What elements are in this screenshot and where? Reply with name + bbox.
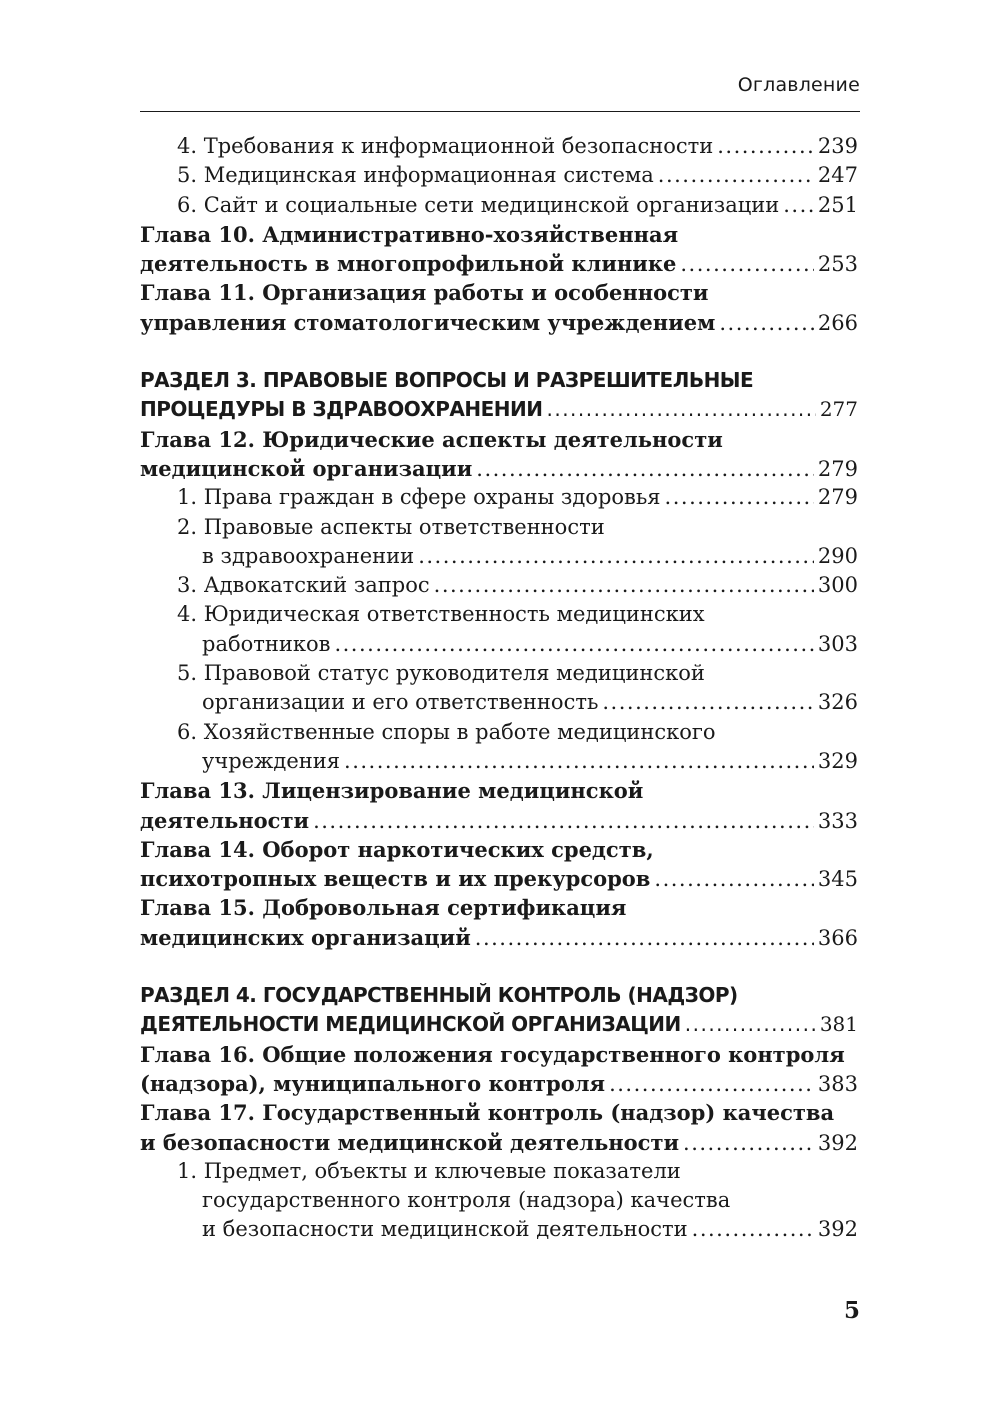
toc-entry-chapter-15[interactable] xyxy=(140,893,858,952)
entry-page: 333 xyxy=(817,808,858,833)
entry-page: 381 xyxy=(819,1012,858,1037)
entry-title-line: в здравоохранении xyxy=(202,543,415,568)
dot-leader xyxy=(475,924,814,952)
entry-title-line: и безопасности медицинской деятельности xyxy=(140,1129,680,1155)
toc-entry-head-legal-status[interactable] xyxy=(140,659,858,718)
entry-title-line: 2. Правовые аспекты ответственности xyxy=(177,514,605,539)
dot-leader xyxy=(719,309,814,337)
entry-page: 247 xyxy=(817,163,858,188)
entry-title-line: ДЕЯТЕЛЬНОСТИ МЕДИЦИНСКОЙ ОРГАНИЗАЦИИ xyxy=(140,1012,681,1037)
entry-title-line: Глава 15. Добровольная сертификация xyxy=(140,895,627,921)
section-gap xyxy=(140,337,858,366)
entry-page: 326 xyxy=(817,690,858,715)
header-rule xyxy=(140,111,860,112)
entry-page: 300 xyxy=(817,573,858,598)
entry-title-line: 5. Правовой статус руководителя медицинской xyxy=(177,661,705,686)
entry-page: 290 xyxy=(817,543,858,568)
dot-leader xyxy=(783,191,814,220)
entry-title-line: Глава 17. Государственный контроль (надзор) качества xyxy=(140,1100,835,1126)
entry-title: 1. Права граждан в сфере охраны здоровья xyxy=(177,485,661,510)
toc-entry-section-3[interactable] xyxy=(140,366,858,425)
running-header: Оглавление xyxy=(737,74,860,96)
entry-page: 279 xyxy=(817,456,858,481)
entry-page: 277 xyxy=(819,397,858,422)
entry-title-line: психотропных веществ и их прекурсоров xyxy=(140,866,651,892)
dot-leader xyxy=(692,1215,814,1244)
entry-title-line: работников xyxy=(202,631,331,656)
entry-title-line: организации и его ответственность xyxy=(202,690,599,715)
entry-title-line: РАЗДЕЛ 4. ГОСУДАРСТВЕННЫЙ КОНТРОЛЬ (НАДЗОР) xyxy=(140,983,738,1008)
toc-entry-medical-information-system[interactable] xyxy=(140,161,858,190)
entry-title-line: медицинских организаций xyxy=(140,924,471,950)
entry-title-line: (надзора), муниципального контроля xyxy=(140,1070,606,1096)
dot-leader xyxy=(313,807,814,835)
entry-title-line: Глава 16. Общие положения государственного контроля xyxy=(140,1041,845,1067)
entry-title-line: Глава 10. Административно-хозяйственная xyxy=(140,221,679,247)
dot-leader xyxy=(476,455,814,483)
entry-page: 329 xyxy=(817,748,858,773)
entry-title-line: 6. Хозяйственные споры в работе медицинского xyxy=(177,719,716,744)
toc-entry-chapter-16[interactable] xyxy=(140,1040,858,1099)
entry-title: 3. Адвокатский запрос xyxy=(177,573,430,598)
toc-entry-chapter-10[interactable] xyxy=(140,220,858,279)
entry-title-line: 4. Юридическая ответственность медицинских xyxy=(177,602,705,627)
dot-leader xyxy=(418,542,814,571)
entry-title: 4. Требования к информационной безопасности xyxy=(177,134,714,158)
dot-leader xyxy=(434,571,814,600)
entry-title-line: деятельность в многопрофильной клинике xyxy=(140,251,677,277)
entry-title-line: ПРОЦЕДУРЫ В ЗДРАВООХРАНЕНИИ xyxy=(140,397,543,422)
entry-title-line: и безопасности медицинской деятельности xyxy=(202,1217,688,1242)
toc-entry-website-social-networks[interactable] xyxy=(140,191,858,220)
entry-title-line: РАЗДЕЛ 3. ПРАВОВЫЕ ВОПРОСЫ И РАЗРЕШИТЕЛЬНЫЕ xyxy=(140,368,754,393)
toc-entry-legal-aspects-responsibility[interactable] xyxy=(140,513,858,572)
dot-leader xyxy=(344,747,814,776)
entry-title-line: медицинской организации xyxy=(140,455,473,481)
entry-page: 279 xyxy=(817,485,858,510)
toc-entry-chapter-11[interactable] xyxy=(140,278,858,337)
section-gap xyxy=(140,952,858,981)
toc-entry-citizens-rights[interactable] xyxy=(140,483,858,512)
dot-leader xyxy=(654,865,814,893)
dot-leader xyxy=(609,1070,814,1098)
dot-leader xyxy=(658,161,814,190)
entry-title-line: Глава 12. Юридические аспекты деятельности xyxy=(140,426,723,452)
table-of-contents xyxy=(140,132,858,1245)
entry-title-line: 1. Предмет, объекты и ключевые показатели xyxy=(177,1158,681,1183)
toc-entry-section-4[interactable] xyxy=(140,981,858,1040)
entry-title-line: деятельности xyxy=(140,807,310,833)
toc-entry-chapter-12[interactable] xyxy=(140,425,858,484)
toc-entry-chapter-13[interactable] xyxy=(140,776,858,835)
toc-entry-subject-objects-indicators[interactable] xyxy=(140,1157,858,1245)
dot-leader xyxy=(685,1010,816,1039)
entry-page: 392 xyxy=(817,1130,858,1155)
dot-leader xyxy=(717,132,814,161)
toc-entry-attorney-request[interactable] xyxy=(140,571,858,600)
entry-page: 366 xyxy=(817,925,858,950)
entry-title-line: государственного контроля (надзора) качества xyxy=(202,1188,731,1213)
entry-page: 239 xyxy=(817,134,858,158)
toc-entry-information-security[interactable] xyxy=(140,132,858,161)
entry-title-line: управления стоматологическим учреждением xyxy=(140,309,716,335)
dot-leader xyxy=(665,483,814,512)
entry-title-line: Глава 13. Лицензирование медицинской xyxy=(140,778,644,804)
dot-leader xyxy=(546,395,815,424)
entry-title-line: Глава 11. Организация работы и особенности xyxy=(140,280,709,306)
entry-page: 345 xyxy=(817,867,858,892)
dot-leader xyxy=(602,688,814,717)
toc-entry-chapter-17[interactable] xyxy=(140,1098,858,1157)
dot-leader xyxy=(683,1129,814,1157)
entry-title-line: учреждения xyxy=(202,748,341,773)
entry-title-line: Глава 14. Оборот наркотических средств, xyxy=(140,836,654,862)
dot-leader xyxy=(334,630,813,659)
toc-entry-chapter-14[interactable] xyxy=(140,835,858,894)
toc-entry-economic-disputes[interactable] xyxy=(140,718,858,777)
entry-page: 392 xyxy=(817,1217,858,1242)
toc-entry-legal-liability-workers[interactable] xyxy=(140,600,858,659)
entry-title: 6. Сайт и социальные сети медицинской организации xyxy=(177,192,780,217)
entry-page: 251 xyxy=(817,192,858,217)
entry-page: 383 xyxy=(817,1071,858,1096)
entry-page: 303 xyxy=(817,631,858,656)
entry-page: 266 xyxy=(817,310,858,335)
entry-title: 5. Медицинская информационная система xyxy=(177,163,654,188)
entry-page: 253 xyxy=(817,252,858,277)
page-number: 5 xyxy=(843,1297,860,1324)
dot-leader xyxy=(680,250,814,278)
